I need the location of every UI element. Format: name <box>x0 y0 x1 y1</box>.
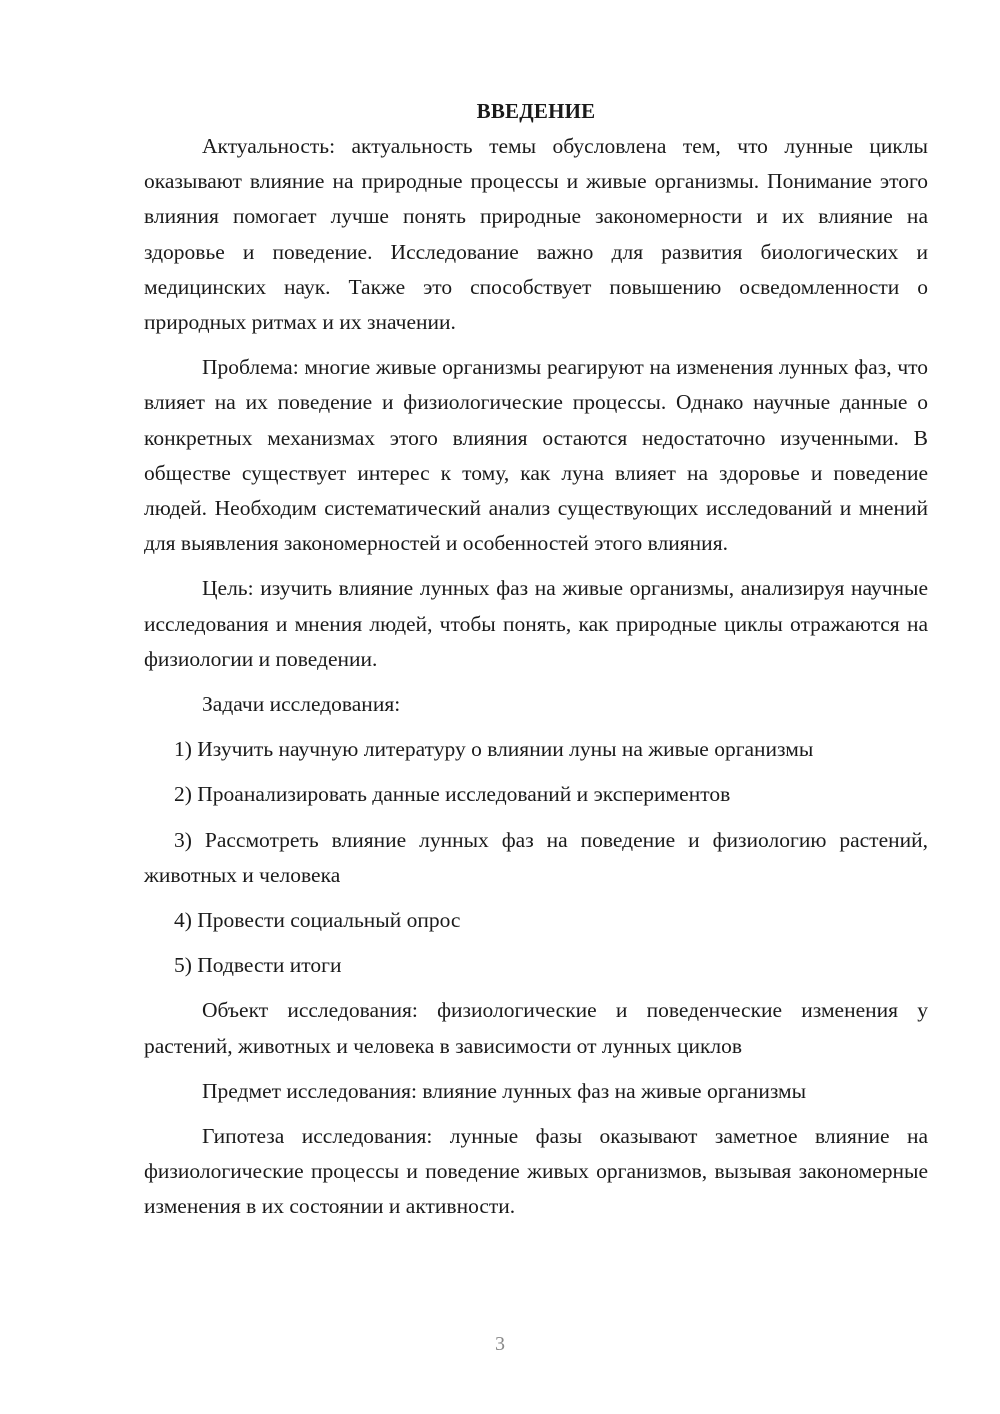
task-item-2: 2) Проанализировать данные исследований и экспериментов <box>174 782 731 807</box>
task-item-3: 3) Рассмотреть влияние лунных фаз на поведение и физиологию растений, животных и человека <box>144 827 928 887</box>
task-item-5: 5) Подвести итоги <box>174 953 342 978</box>
relevance-paragraph: Актуальность: актуальность темы обусловлена тем, что лунные циклы оказывают влияние на природные процессы и живые организмы. Понимание этого влияния помогает лучше понять природные закономерности и их влияние на здоровье и поведение. Исследование важно для развития биологических и медицинских наук. Также это способствует повышению осведомленности о природных ритмах и их значении. <box>144 134 928 335</box>
goal-paragraph: Цель: изучить влияние лунных фаз на живые организмы, анализируя научные исследования и мнения людей, чтобы понять, как природные циклы отражаются на физиологии и поведении. <box>144 576 928 671</box>
tasks-heading: Задачи исследования: <box>202 692 401 717</box>
hypothesis-paragraph: Гипотеза исследования: лунные фазы оказывают заметное влияние на физиологические процессы и поведение живых организмов, вызывая закономерные изменения в их состоянии и активности. <box>144 1124 928 1219</box>
task-item-4: 4) Провести социальный опрос <box>174 908 461 933</box>
task-item-1: 1) Изучить научную литературу о влиянии луны на живые организмы <box>174 737 814 762</box>
object-paragraph: Объект исследования: физиологические и поведенческие изменения у растений, животных и человека в зависимости от лунных циклов <box>144 998 928 1058</box>
page-number: 3 <box>495 1333 505 1355</box>
subject-paragraph: Предмет исследования: влияние лунных фаз на живые организмы <box>202 1078 807 1103</box>
section-title: ВВЕДЕНИЕ <box>476 99 596 123</box>
document-page <box>144 94 928 1235</box>
problem-paragraph: Проблема: многие живые организмы реагируют на изменения лунных фаз, что влияет на их поведение и физиологические процессы. Однако научные данные о конкретных механизмах этого влияния остаются недостаточно изученными. В обществе существует интерес к тому, как луна влияет на здоровье и поведение людей. Необходим систематический анализ существующих исследований и мнений для выявления закономерностей и особенностей этого влияния. <box>144 355 928 556</box>
